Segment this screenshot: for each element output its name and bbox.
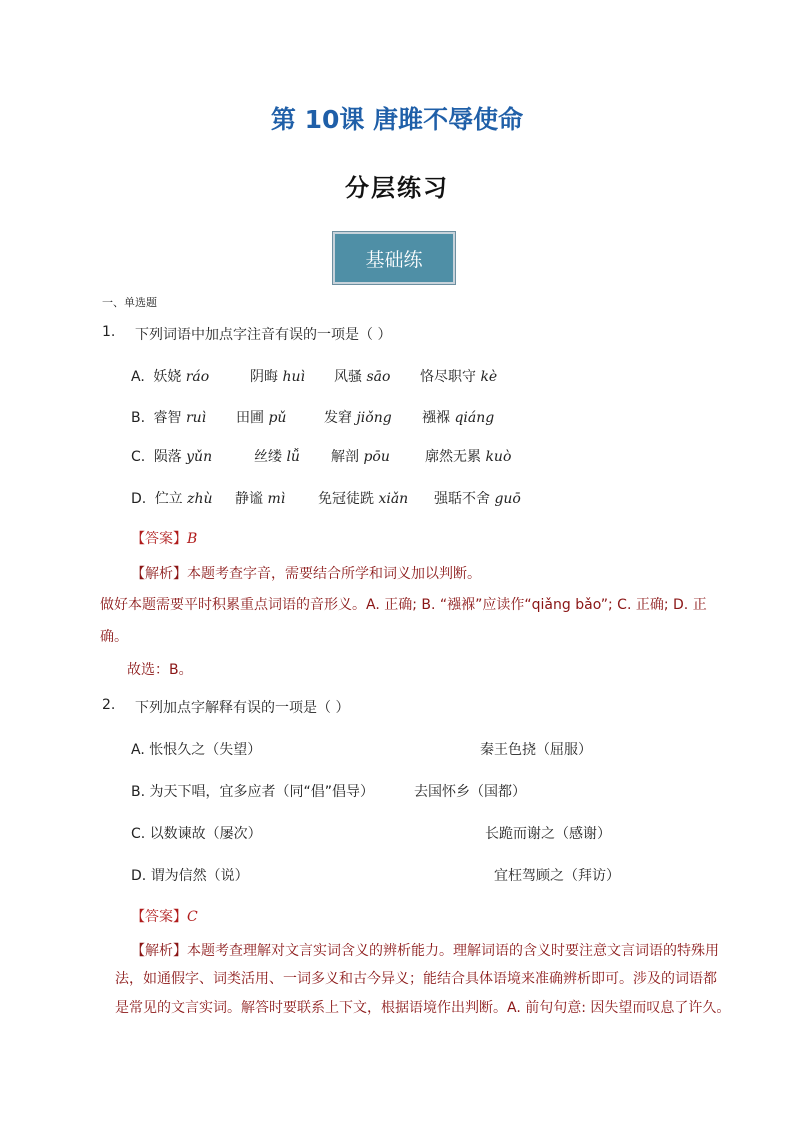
- option-pinyin: qiáng: [454, 410, 495, 426]
- option-label: A.: [131, 742, 145, 758]
- q1-option-a-item-4: [420, 366, 497, 386]
- q2-option-c-right: 长跪而谢之（感谢）: [485, 826, 611, 842]
- option-pinyin: yǔn: [186, 449, 213, 465]
- option-word: 睿智: [153, 410, 182, 426]
- q2-analysis-line-2: 法，如通假字、词类活用、一词多义和古今异义；能结合具体语境来准确辨析即可。涉及的词语都: [115, 971, 717, 987]
- q1-option-b-item-4: [422, 407, 494, 427]
- option-word: 妖娆: [153, 369, 182, 385]
- option-word: 伫立: [154, 491, 183, 507]
- option-word: 田圃: [236, 410, 264, 426]
- page-subtitle: 分层练习: [345, 174, 449, 202]
- option-pinyin: huì: [282, 369, 305, 385]
- q1-option-b-item-2: [236, 407, 286, 427]
- option-left: 以数谏故（屡次）: [149, 826, 262, 842]
- option-pinyin: kuò: [485, 449, 512, 465]
- answer-tag: 【答案】: [131, 909, 187, 925]
- q1-option-b: [131, 407, 206, 427]
- option-pinyin: jiǒng: [356, 410, 392, 426]
- option-label: B.: [131, 784, 146, 800]
- q2-option-a-right: 秦王色挠（屈服）: [480, 742, 592, 758]
- q1-option-d-item-4: [434, 488, 521, 508]
- option-label: B.: [131, 410, 146, 426]
- q1-option-a: [131, 366, 209, 386]
- answer-value: B: [187, 531, 198, 547]
- q2-option-b-right: 去国怀乡（国都）: [414, 784, 526, 800]
- option-word: 发窘: [324, 410, 352, 426]
- q1-option-c-item-3: [331, 446, 390, 466]
- option-pinyin: sāo: [366, 369, 391, 385]
- option-pinyin: pōu: [363, 449, 390, 465]
- option-label: C.: [131, 449, 146, 465]
- q1-analysis-line-2: 做好本题需要平时积累重点词语的音形义。A. 正确; B. “襁褓”应读作“qiǎng bǎo”; C. 正确; D. 正: [100, 597, 707, 613]
- q2-analysis-line-1: [131, 940, 719, 960]
- q2-option-d: [131, 865, 249, 885]
- q2-analysis-line-3: 是常见的文言实词。解答时要联系上下文，根据语境作出判断。A. 前句句意: 因失望而叹息了许久。: [115, 1000, 731, 1016]
- option-word: 丝缕: [254, 449, 282, 465]
- q1-option-c: [131, 446, 212, 466]
- lesson-title: 第 10课 唐雎不辱使命: [270, 105, 524, 134]
- badge-label: 基础练: [365, 248, 423, 271]
- q2-answer: [131, 906, 198, 926]
- q1-option-a-item-3: [334, 366, 390, 386]
- option-pinyin: zhù: [187, 491, 213, 507]
- option-label: D.: [131, 868, 147, 884]
- option-pinyin: mì: [267, 491, 286, 507]
- q1-analysis-line-3: 确。: [100, 629, 128, 645]
- q1-answer: [131, 528, 197, 548]
- q1-option-d-item-2: [235, 488, 285, 508]
- option-word: 恪尽职守: [420, 369, 476, 385]
- option-word: 陨落: [153, 449, 182, 465]
- option-word: 襁褓: [422, 410, 450, 426]
- option-pinyin: guō: [494, 491, 521, 507]
- analysis-tag: 【解析】: [131, 566, 187, 582]
- q2-option-b: [131, 781, 374, 801]
- option-word: 强聒不舍: [434, 491, 490, 507]
- q1-option-b-item-3: [324, 407, 392, 427]
- option-word: 阴晦: [250, 369, 278, 385]
- question-2-number: 2.: [102, 697, 116, 713]
- option-label: C.: [131, 826, 146, 842]
- analysis-tag: 【解析】: [131, 943, 187, 959]
- q1-analysis-line-1: [131, 563, 481, 583]
- q2-option-d-right: 宜枉驾顾之（拜访）: [494, 868, 620, 884]
- option-word: 廓然无累: [425, 449, 481, 465]
- q2-option-c: [131, 823, 262, 843]
- analysis-text: 本题考查字音，需要结合所学和词义加以判断。: [187, 566, 481, 582]
- question-1-stem: 下列词语中加点字注音有误的一项是（ ）: [135, 327, 392, 343]
- option-label: D.: [131, 491, 147, 507]
- question-1-number: 1.: [102, 324, 116, 340]
- q1-option-d: [131, 488, 213, 508]
- question-2-stem: 下列加点字解释有误的一项是（ ）: [135, 700, 350, 716]
- q1-option-c-item-4: [425, 446, 511, 466]
- level-badge: [333, 232, 455, 284]
- q1-option-c-item-2: [254, 446, 300, 466]
- option-left: 谓为信然（说）: [150, 868, 249, 884]
- q1-option-a-item-2: [250, 366, 305, 386]
- section-heading: 一、单选题: [102, 296, 157, 309]
- option-pinyin: pǔ: [268, 410, 287, 426]
- option-left: 怅恨久之（失望）: [149, 742, 262, 758]
- analysis-text: 本题考查理解对文言实词含义的辨析能力。理解词语的含义时要注意文言词语的特殊用: [187, 943, 719, 959]
- option-label: A.: [131, 369, 145, 385]
- option-left: 为天下唱，宜多应者（同“倡”倡导）: [149, 784, 375, 800]
- option-word: 静谧: [235, 491, 263, 507]
- q2-option-a: [131, 739, 261, 759]
- option-word: 风骚: [334, 369, 362, 385]
- option-pinyin: xiǎn: [378, 491, 409, 507]
- answer-value: C: [187, 909, 198, 925]
- option-pinyin: kè: [480, 369, 498, 385]
- answer-tag: 【答案】: [131, 531, 187, 547]
- option-pinyin: ráo: [185, 369, 210, 385]
- q1-conclusion: 故选：B。: [127, 662, 193, 678]
- option-pinyin: lǚ: [286, 449, 300, 465]
- option-word: 解剖: [331, 449, 359, 465]
- option-pinyin: ruì: [185, 410, 207, 426]
- q1-option-d-item-3: [318, 488, 408, 508]
- option-word: 免冠徒跣: [318, 491, 374, 507]
